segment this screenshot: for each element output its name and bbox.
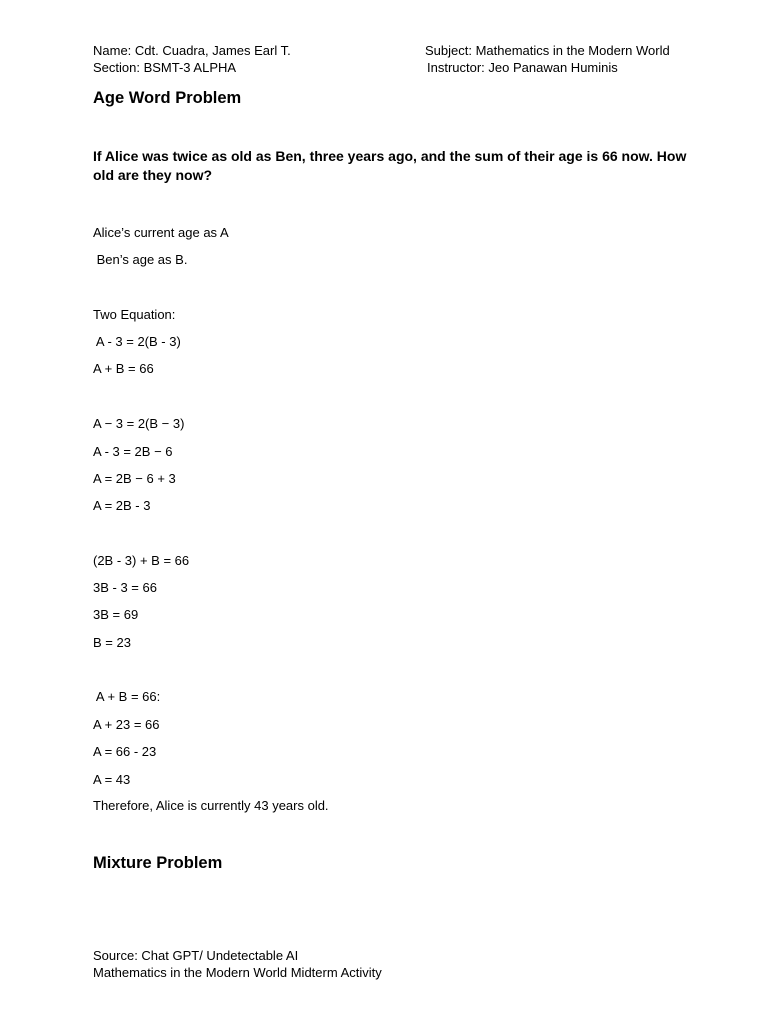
solution-line: B = 23 bbox=[93, 635, 131, 650]
student-section: Section: BSMT-3 ALPHA bbox=[93, 60, 237, 75]
solution-line: A - 3 = 2(B - 3) bbox=[93, 334, 181, 349]
solution-line: A + 23 = 66 bbox=[93, 717, 160, 732]
solution-line: Alice’s current age as A bbox=[93, 225, 229, 240]
solution-line: Two Equation: bbox=[93, 307, 176, 322]
solution-conclusion: Therefore, Alice is currently 43 years old. bbox=[93, 798, 329, 813]
solution-line: A = 2B − 6 + 3 bbox=[93, 471, 176, 486]
source-note: Source: Chat GPT/ Undetectable AI bbox=[93, 948, 299, 963]
solution-line: A = 2B - 3 bbox=[93, 498, 151, 513]
solution-line: Ben’s age as B. bbox=[93, 252, 188, 267]
age-problem-question: If Alice was twice as old as Ben, three years ago, and the sum of their age is 66 now. How old are they now? bbox=[93, 148, 687, 183]
activity-note: Mathematics in the Modern World Midterm Activity bbox=[93, 965, 382, 980]
solution-line: A = 43 bbox=[93, 772, 131, 787]
solution-line: 3B = 69 bbox=[93, 607, 139, 622]
solution-line: A + B = 66: bbox=[93, 689, 161, 704]
age-problem-heading: Age Word Problem bbox=[93, 89, 242, 107]
mixture-problem-heading: Mixture Problem bbox=[93, 854, 223, 872]
solution-line: A + B = 66 bbox=[93, 361, 154, 376]
solution-line: A − 3 = 2(B − 3) bbox=[93, 416, 185, 431]
solution-line: 3B - 3 = 66 bbox=[93, 580, 157, 595]
subject-label: Subject: Mathematics in the Modern World bbox=[425, 43, 670, 58]
instructor-label: Instructor: Jeo Panawan Huminis bbox=[427, 60, 618, 75]
solution-line: A - 3 = 2B − 6 bbox=[93, 444, 173, 459]
student-name: Name: Cdt. Cuadra, James Earl T. bbox=[93, 43, 291, 58]
solution-line: (2B - 3) + B = 66 bbox=[93, 553, 190, 568]
solution-line: A = 66 - 23 bbox=[93, 744, 157, 759]
